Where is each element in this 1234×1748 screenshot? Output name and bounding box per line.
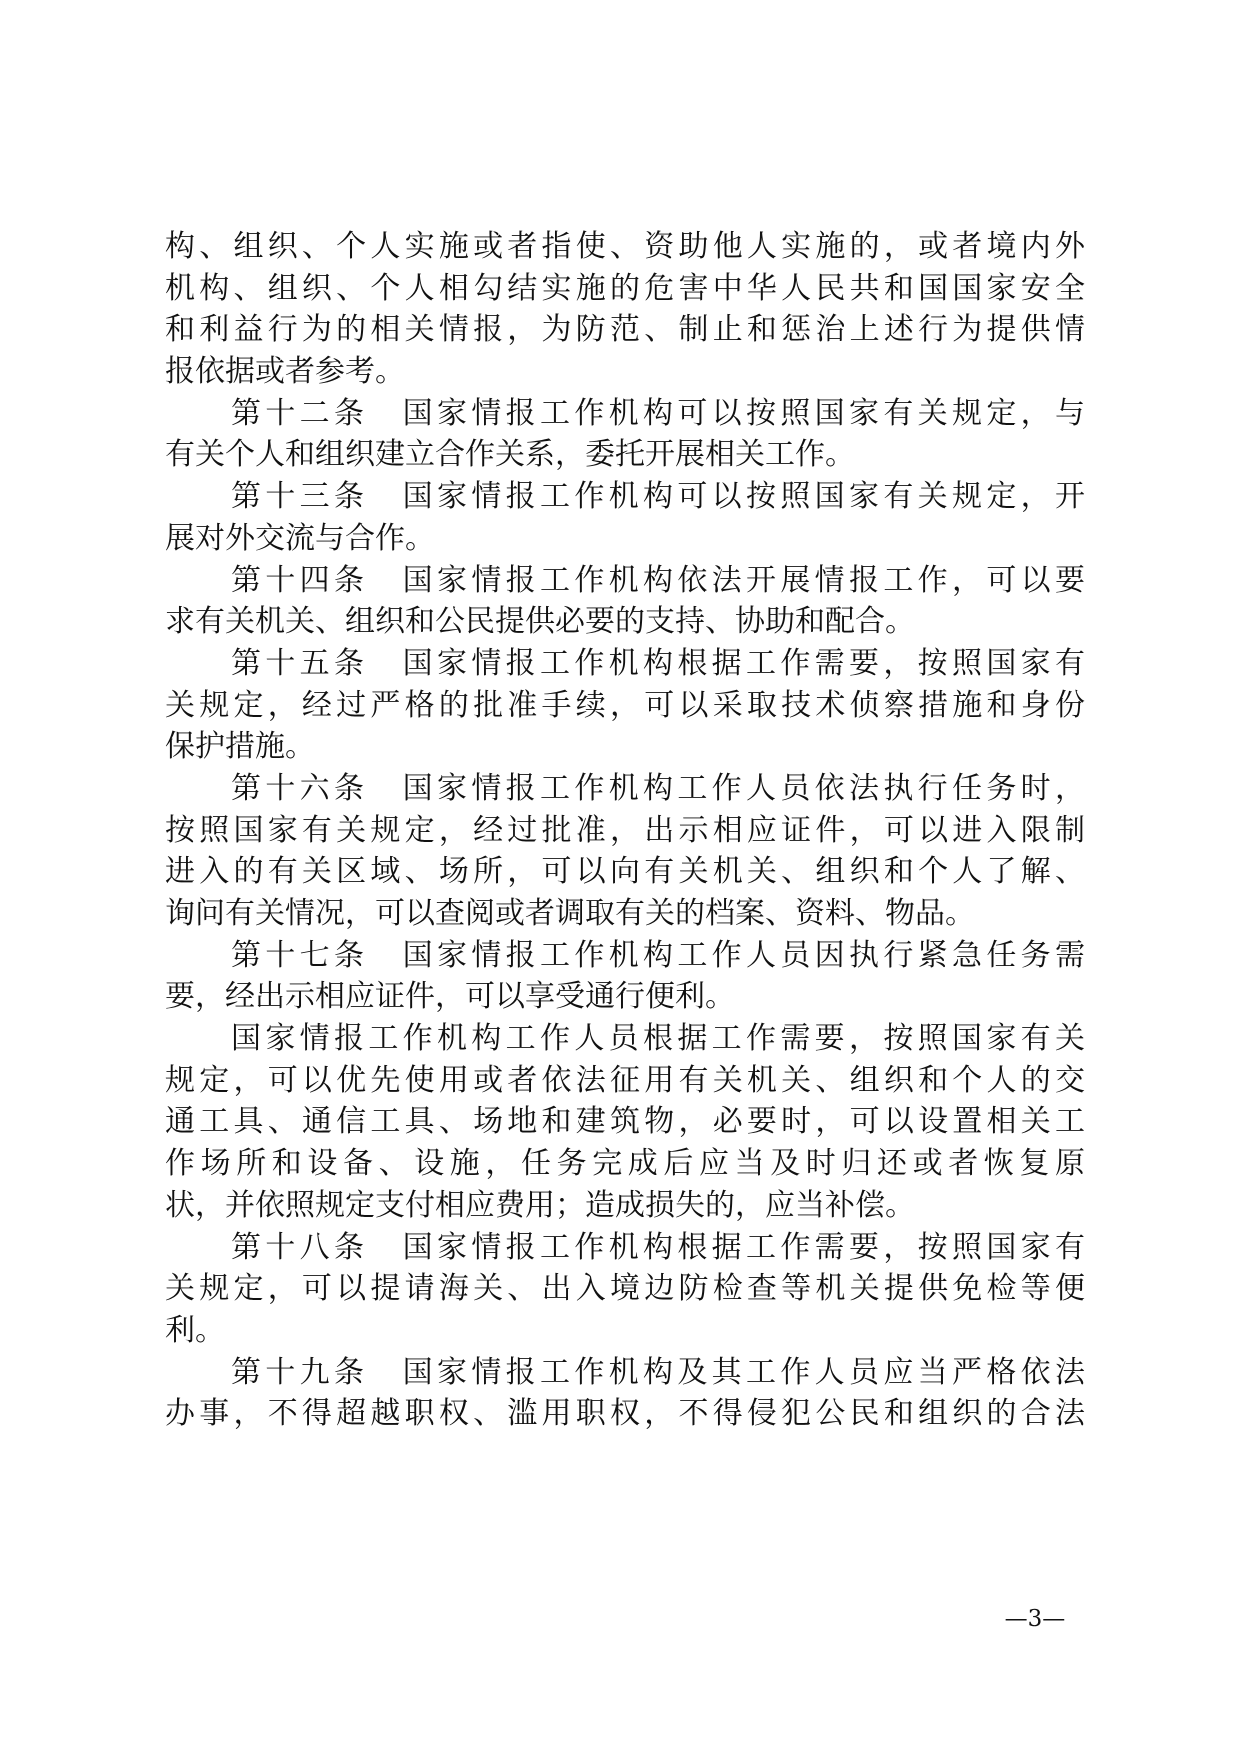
text-line: 展对外交流与合作。 — [165, 520, 435, 556]
text-line: 第十八条 国家情报工作机构根据工作需要，按照国家有 — [231, 1229, 1085, 1265]
document-body — [165, 226, 1085, 1435]
text-line: 进入的有关区域、场所，可以向有关机关、组织和个人了解、 — [165, 854, 1085, 890]
text-line: 按照国家有关规定，经过批准，出示相应证件，可以进入限制 — [165, 812, 1085, 848]
text-line: 利。 — [165, 1312, 225, 1348]
text-line: 规定，可以优先使用或者依法征用有关机关、组织和个人的交 — [165, 1062, 1085, 1098]
text-line: 求有关机关、组织和公民提供必要的支持、协助和配合。 — [165, 604, 915, 640]
text-line: 有关个人和组织建立合作关系，委托开展相关工作。 — [165, 437, 855, 473]
text-line: 关规定，经过严格的批准手续，可以采取技术侦察措施和身份 — [165, 687, 1085, 723]
page-number: —3— — [1004, 1606, 1066, 1632]
text-line: 要，经出示相应证件，可以享受通行便利。 — [165, 979, 735, 1015]
text-line: 第十九条 国家情报工作机构及其工作人员应当严格依法 — [231, 1354, 1085, 1390]
text-line: 通工具、通信工具、场地和建筑物，必要时，可以设置相关工 — [165, 1104, 1085, 1140]
text-line: 第十三条 国家情报工作机构可以按照国家有关规定，开 — [231, 479, 1085, 515]
text-line: 第十六条 国家情报工作机构工作人员依法执行任务时， — [231, 770, 1085, 806]
text-line: 第十四条 国家情报工作机构依法开展情报工作，可以要 — [231, 562, 1085, 598]
text-line: 构、组织、个人实施或者指使、资助他人实施的，或者境内外 — [165, 229, 1085, 264]
text-line: 国家情报工作机构工作人员根据工作需要，按照国家有关 — [231, 1021, 1085, 1057]
text-line: 报依据或者参考。 — [165, 354, 405, 390]
text-line: 状，并依照规定支付相应费用；造成损失的，应当补偿。 — [165, 1187, 915, 1223]
text-line: 关规定，可以提请海关、出入境边防检查等机关提供免检等便 — [165, 1271, 1085, 1307]
text-line: 询问有关情况，可以查阅或者调取有关的档案、资料、物品。 — [165, 896, 975, 931]
text-line: 第十二条 国家情报工作机构可以按照国家有关规定，与 — [231, 395, 1085, 431]
text-line: 保护措施。 — [165, 729, 315, 765]
text-line: 和利益行为的相关情报，为防范、制止和惩治上述行为提供情 — [165, 312, 1085, 348]
text-line: 作场所和设备、设施，任务完成后应当及时归还或者恢复原 — [165, 1146, 1085, 1182]
text-line: 第十五条 国家情报工作机构根据工作需要，按照国家有 — [231, 645, 1085, 681]
text-line: 第十七条 国家情报工作机构工作人员因执行紧急任务需 — [231, 937, 1085, 973]
text-line: 办事，不得超越职权、滥用职权，不得侵犯公民和组织的合法 — [165, 1396, 1085, 1432]
text-line: 机构、组织、个人相勾结实施的危害中华人民共和国国家安全 — [165, 270, 1085, 306]
